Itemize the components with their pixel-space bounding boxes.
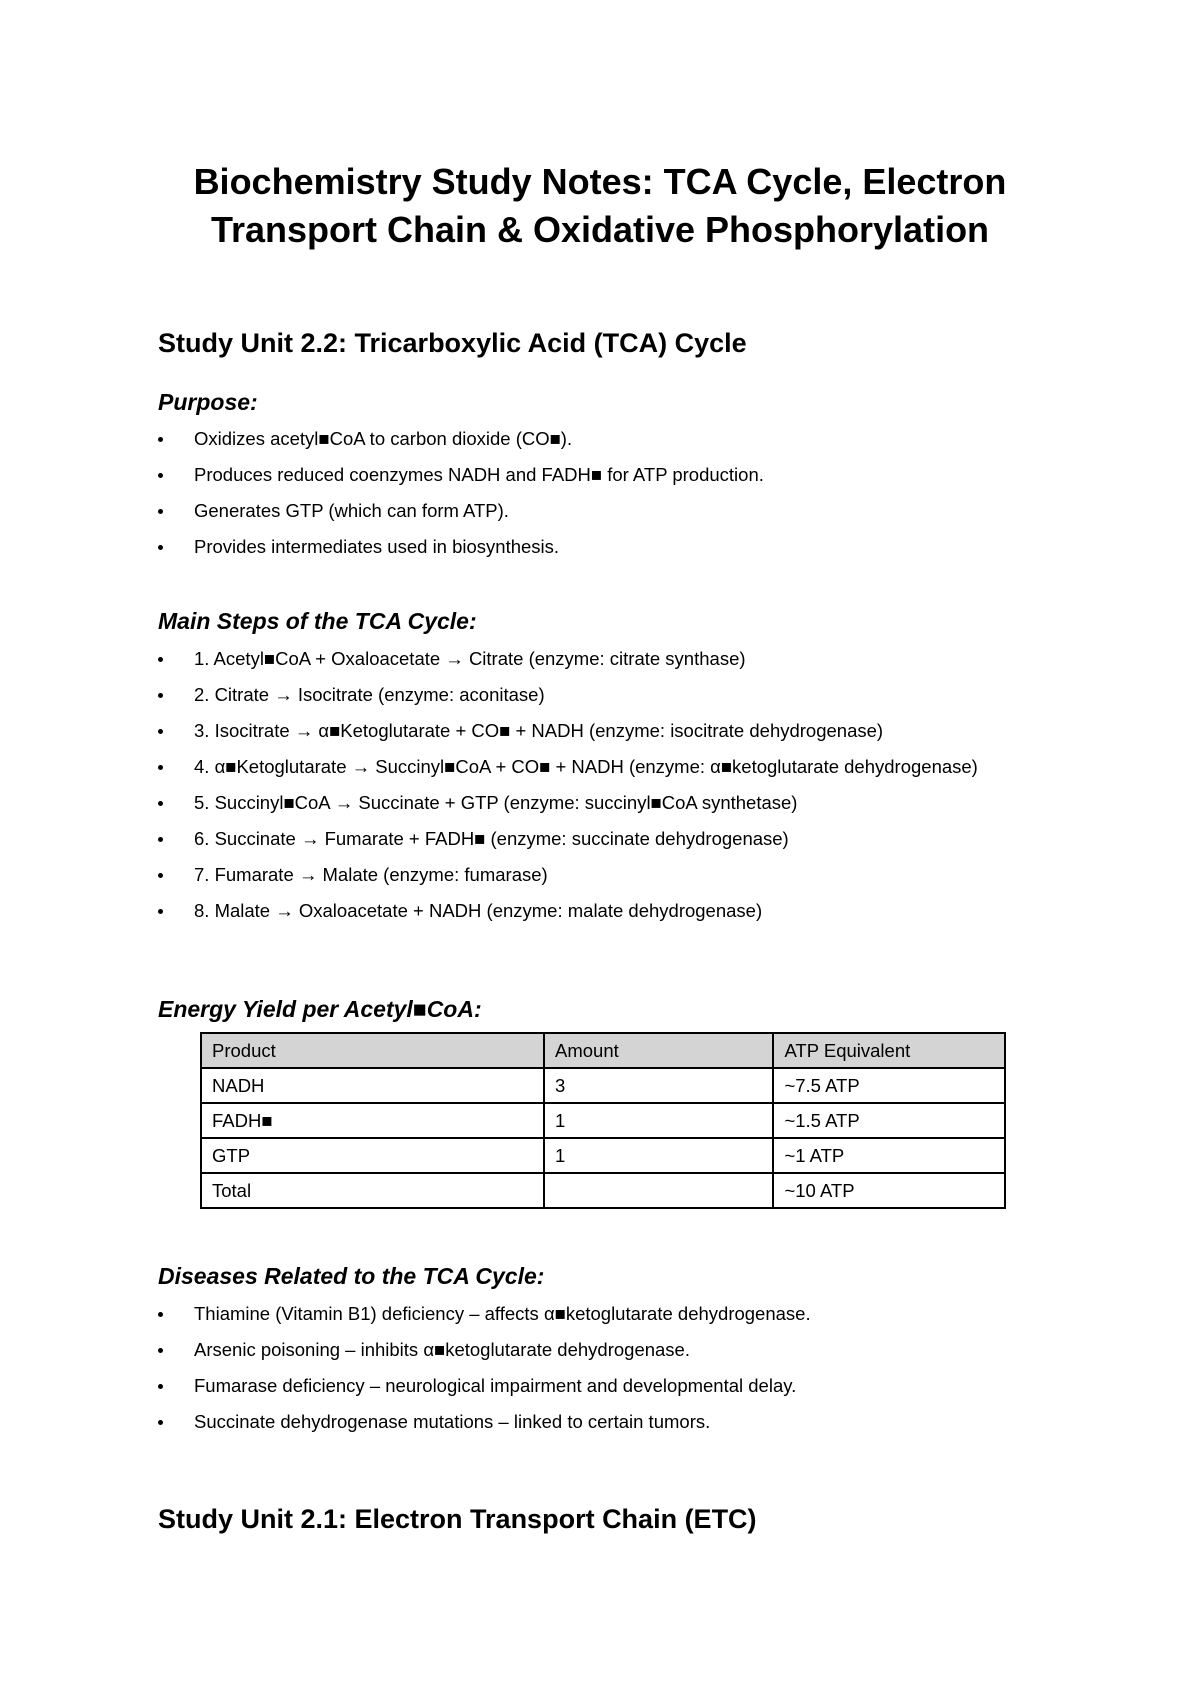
- bullet-icon: [158, 729, 163, 734]
- table-cell: FADH■: [201, 1103, 544, 1138]
- list-item: Provides intermediates used in biosynthesis.: [0, 534, 1200, 560]
- energy-yield-heading: Energy Yield per Acetyl■CoA:: [158, 996, 482, 1022]
- bullet-icon: [158, 873, 163, 878]
- bullet-icon: [158, 765, 163, 770]
- table-cell: Total: [201, 1173, 544, 1208]
- bullet-icon: [158, 909, 163, 914]
- column-header-product: Product: [201, 1033, 544, 1068]
- purpose-list: [0, 426, 1200, 570]
- table-row: [201, 1068, 1005, 1103]
- bullet-icon: [158, 473, 163, 478]
- list-item: 8. Malate → Oxaloacetate + NADH (enzyme: malate dehydrogenase): [0, 898, 1200, 924]
- bullet-icon: [158, 1420, 163, 1425]
- list-item: Oxidizes acetyl■CoA to carbon dioxide (CO■).: [0, 426, 1200, 452]
- bullet-icon: [158, 545, 163, 550]
- list-item: 5. Succinyl■CoA → Succinate + GTP (enzyme: succinyl■CoA synthetase): [0, 790, 1200, 816]
- bullet-icon: [158, 657, 163, 662]
- bullet-icon: [158, 693, 163, 698]
- purpose-heading: Purpose:: [158, 389, 258, 415]
- steps-heading: Main Steps of the TCA Cycle:: [158, 608, 477, 634]
- diseases-list: [0, 1301, 1200, 1445]
- table-cell: NADH: [201, 1068, 544, 1103]
- list-item: 7. Fumarate → Malate (enzyme: fumarase): [0, 862, 1200, 888]
- section-heading-etc: Study Unit 2.1: Electron Transport Chain (ETC): [158, 1504, 757, 1534]
- table-row: [201, 1173, 1005, 1208]
- list-item: 4. α■Ketoglutarate → Succinyl■CoA + CO■ + NADH (enzyme: α■ketoglutarate dehydrogenase): [0, 754, 1200, 780]
- diseases-heading: Diseases Related to the TCA Cycle:: [158, 1263, 545, 1289]
- bullet-icon: [158, 437, 163, 442]
- list-item: Succinate dehydrogenase mutations – linked to certain tumors.: [0, 1409, 1200, 1435]
- list-item: Fumarase deficiency – neurological impairment and developmental delay.: [0, 1373, 1200, 1399]
- table-cell: 1: [544, 1138, 773, 1173]
- table-cell: 3: [544, 1068, 773, 1103]
- list-item: 6. Succinate → Fumarate + FADH■ (enzyme: succinate dehydrogenase): [0, 826, 1200, 852]
- steps-list: [0, 646, 1200, 934]
- table-cell: ~1.5 ATP: [773, 1103, 1005, 1138]
- bullet-icon: [158, 837, 163, 842]
- table-cell: GTP: [201, 1138, 544, 1173]
- list-item: Thiamine (Vitamin B1) deficiency – affects α■ketoglutarate dehydrogenase.: [0, 1301, 1200, 1327]
- list-item: Arsenic poisoning – inhibits α■ketoglutarate dehydrogenase.: [0, 1337, 1200, 1363]
- table-header-row: [201, 1033, 1005, 1068]
- table-cell: ~10 ATP: [773, 1173, 1005, 1208]
- table-cell: [544, 1173, 773, 1208]
- document-title: Biochemistry Study Notes: TCA Cycle, Electron Transport Chain & Oxidative Phosphorylation: [193, 161, 1007, 250]
- table-row: [201, 1103, 1005, 1138]
- table-cell: ~7.5 ATP: [773, 1068, 1005, 1103]
- table-cell: ~1 ATP: [773, 1138, 1005, 1173]
- list-item: 1. Acetyl■CoA + Oxaloacetate → Citrate (enzyme: citrate synthase): [0, 646, 1200, 672]
- list-item: Produces reduced coenzymes NADH and FADH■ for ATP production.: [0, 462, 1200, 488]
- table-cell: 1: [544, 1103, 773, 1138]
- section-heading-tca: Study Unit 2.2: Tricarboxylic Acid (TCA) Cycle: [158, 328, 747, 358]
- list-item: 3. Isocitrate → α■Ketoglutarate + CO■ + NADH (enzyme: isocitrate dehydrogenase): [0, 718, 1200, 744]
- list-item: Generates GTP (which can form ATP).: [0, 498, 1200, 524]
- list-item: 2. Citrate → Isocitrate (enzyme: aconitase): [0, 682, 1200, 708]
- bullet-icon: [158, 1312, 163, 1317]
- energy-yield-table: [200, 1032, 1006, 1209]
- column-header-amount: Amount: [544, 1033, 773, 1068]
- bullet-icon: [158, 1384, 163, 1389]
- bullet-icon: [158, 509, 163, 514]
- bullet-icon: [158, 801, 163, 806]
- bullet-icon: [158, 1348, 163, 1353]
- table-row: [201, 1138, 1005, 1173]
- column-header-atp-equivalent: ATP Equivalent: [773, 1033, 1005, 1068]
